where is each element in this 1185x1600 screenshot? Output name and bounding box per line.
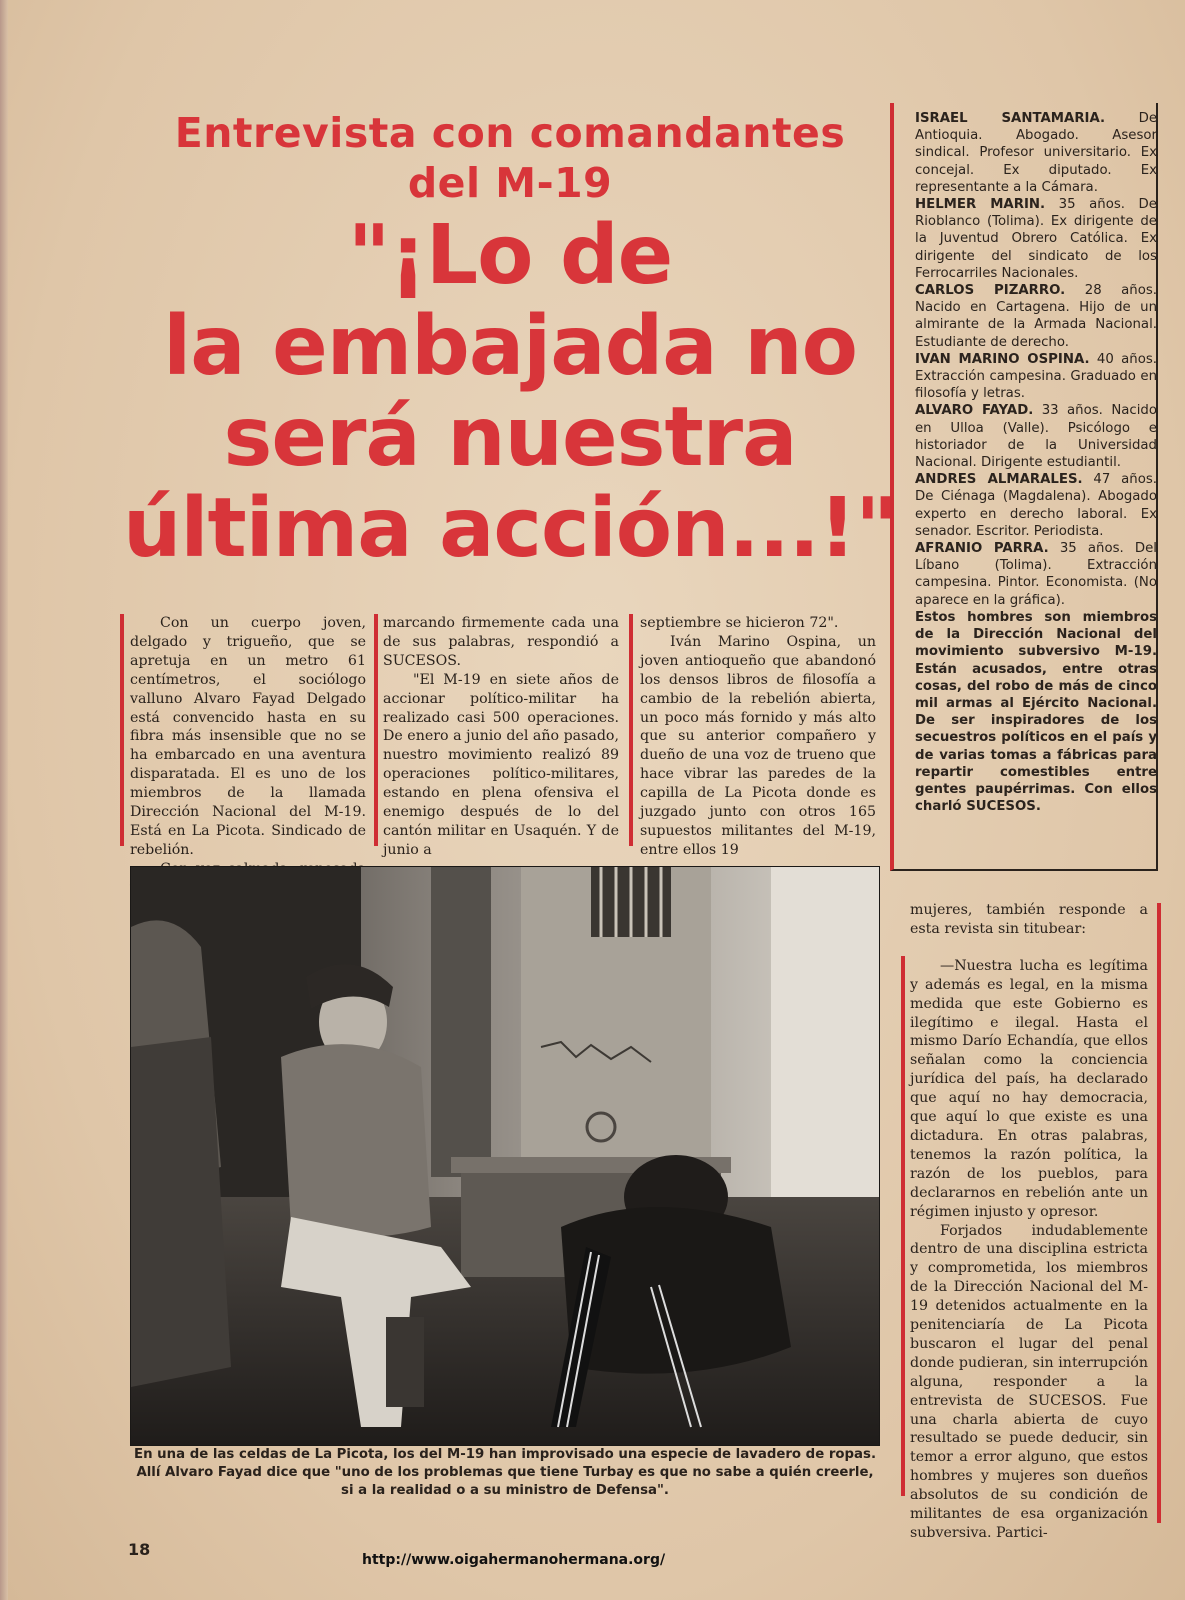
body-paragraph: marcando firmemente cada una de sus palabras, respondió a SUCESOS. xyxy=(383,615,619,669)
column-rule xyxy=(901,956,905,1496)
profile-description: 28 años. Nacido en Cartagena. Hijo de un almirante de la Armada Nacional. Estudiante de derecho. xyxy=(915,283,1158,350)
profile-name: ISRAEL SANTAMARIA. xyxy=(915,111,1106,126)
body-column-4 xyxy=(910,901,1148,1543)
body-paragraph: "El M-19 en siete años de accionar político-militar ha realizado casi 500 operaciones. De enero a junio del año pasado, nuestro movimiento realizó 89 operaciones político-militares, estando en plena ofensiva el enemigo después de lo del cantón militar en Usaquén. Y de junio a xyxy=(383,671,619,858)
profile-name: AFRANIO PARRA. xyxy=(915,541,1049,557)
profile-name: IVAN MARINO OSPINA. xyxy=(915,351,1090,367)
headline-line-4: última acción...!" xyxy=(122,481,898,576)
profile-name: ALVARO FAYAD. xyxy=(915,403,1034,419)
column-rule xyxy=(374,614,378,846)
profile-description: 35 años. Del Líbano (Tolima). Extracción campesina. Pintor. Economista. (No aparece en la gráfica). xyxy=(915,541,1158,608)
column-rule xyxy=(120,614,124,846)
body-column-2 xyxy=(383,614,619,860)
article-headline xyxy=(115,210,905,574)
headline-line-3: será nuestra xyxy=(223,390,797,485)
body-paragraph: Iván Marino Ospina, un joven antioqueño que abandonó los densos libros de filosofía a cambio de la rebelión abierta, un poco más fornido y más alto que su anterior compañero y dueño de una voz de trueno que hace vibrar las paredes de la capilla de La Picota donde es juzgado junto con otros 165 supuestos militantes del M-19, entre ellos 19 xyxy=(640,633,876,858)
body-paragraph: mujeres, también responde a esta revista sin titubear: xyxy=(910,902,1148,937)
kicker-line-1: Entrevista con comandantes xyxy=(174,109,846,157)
article-kicker xyxy=(150,108,870,208)
kicker-line-2: del M-19 xyxy=(407,159,613,207)
profile-entry xyxy=(915,282,1157,351)
profile-entry xyxy=(915,471,1157,540)
profile-description: 33 años. Nacido en Ulloa (Valle). Psicólogo e historiador de la Universidad Nacional. Dirigente estudiantil. xyxy=(915,403,1157,471)
photo-illustration xyxy=(131,867,879,1445)
page-edge xyxy=(0,0,8,1600)
profile-description: 47 años. De Ciénaga (Magdalena). Abogado experto en derecho laboral. Ex senador. Escritor. Periodista. xyxy=(915,472,1157,539)
body-paragraph: Forjados indudablemente dentro de una disciplina estricta y comprometida, los miembros de la Dirección Nacional del M-19 detenidos actualmente en la penitenciaría de La Picota buscaron el lugar del penal donde pudieran, sin interrupción alguna, responder a la entrevista de SUCESOS. Fue una charla abierta de cuyo resultado se puede deducir, sin temor a error alguno, que estos hombres y mujeres son dueños absolutos de su condición de militantes de esa organización subversiva. Partici- xyxy=(910,1222,1148,1541)
cell-photograph xyxy=(130,866,880,1446)
profile-entry xyxy=(915,351,1157,403)
headline-line-2: la embajada no xyxy=(163,299,857,394)
body-paragraph: —Nuestra lucha es legítima y además es legal, en la misma medida que este Gobierno es ilegítimo e ilegal. Hasta el mismo Darío Echandía, que ellos señalan como la conciencia jurídica del país, ha declarado que aquí no hay democracia, que aquí lo que existe es una dictadura. En otras palabras, tenemos la razón política, la razón de los pueblos, para declararnos en rebelión ante un régimen injusto y opresor. xyxy=(910,957,1148,1220)
profile-entry xyxy=(915,110,1157,196)
photo-caption: En una de las celdas de La Picota, los del M-19 han improvisado una especie de lavadero de ropas. Allí Alvaro Fayad dice que "uno de los problemas que tiene Turbay es que no sabe a quién creerle, si a la realidad o a su ministro de Defensa". xyxy=(133,1447,876,1498)
body-column-3 xyxy=(640,614,876,860)
profile-entry xyxy=(915,402,1157,471)
profile-name: CARLOS PIZARRO. xyxy=(915,283,1066,299)
body-paragraph: Con un cuerpo joven, delgado y trigueño, que se apretuja en un metro 61 centímetros, el sociólogo valluno Alvaro Fayad Delgado está convencido hasta en su fibra más insensible que no se ha embarcado en una aventura disparatada. El es uno de los miembros de la llamada Dirección Nacional del M-19. Está en La Picota. Sindicado de rebelión. xyxy=(130,615,366,858)
column-rule xyxy=(629,614,633,846)
profile-description: 40 años. Extracción campesina. Graduado en filosofía y letras. xyxy=(915,351,1157,402)
profile-entry xyxy=(915,196,1157,282)
page-number: 18 xyxy=(128,1540,151,1559)
profile-name: HELMER MARIN. xyxy=(915,197,1046,213)
column-rule xyxy=(1157,903,1161,1523)
profile-entry xyxy=(915,540,1157,609)
headline-line-1: "¡Lo de xyxy=(347,208,673,303)
profile-description: De Antioquia. Abogado. Asesor sindical. Profesor universitario. Ex concejal. Ex diputado. Ex representante a la Cámara. xyxy=(915,111,1157,195)
body-column-1 xyxy=(130,614,366,898)
body-paragraph: septiembre se hicieron 72". xyxy=(640,615,839,631)
source-url: http://www.oigahermanohermana.org/ xyxy=(362,1552,666,1568)
profile-description: 35 años. De Rioblanco (Tolima). Ex dirigente de la Juventud Obrero Católica. Ex dirigente del sindicato de los Ferrocarriles Nacionales. xyxy=(915,197,1157,281)
profiles-closing: Estos hombres son miembros de la Dirección Nacional del movimiento subversivo M-19. Están acusados, entre otras cosas, del robo de más de cinco mil armas al Ejército Nacional. De ser inspiradores de los secuestros políticos en el país y de varias tomas a fábricas para repartir comestibles entre gentes paupérrimas. Con ellos charló SUCESOS. xyxy=(915,609,1157,815)
profiles-text xyxy=(915,110,1157,815)
profile-name: ANDRES ALMARALES. xyxy=(915,472,1083,488)
